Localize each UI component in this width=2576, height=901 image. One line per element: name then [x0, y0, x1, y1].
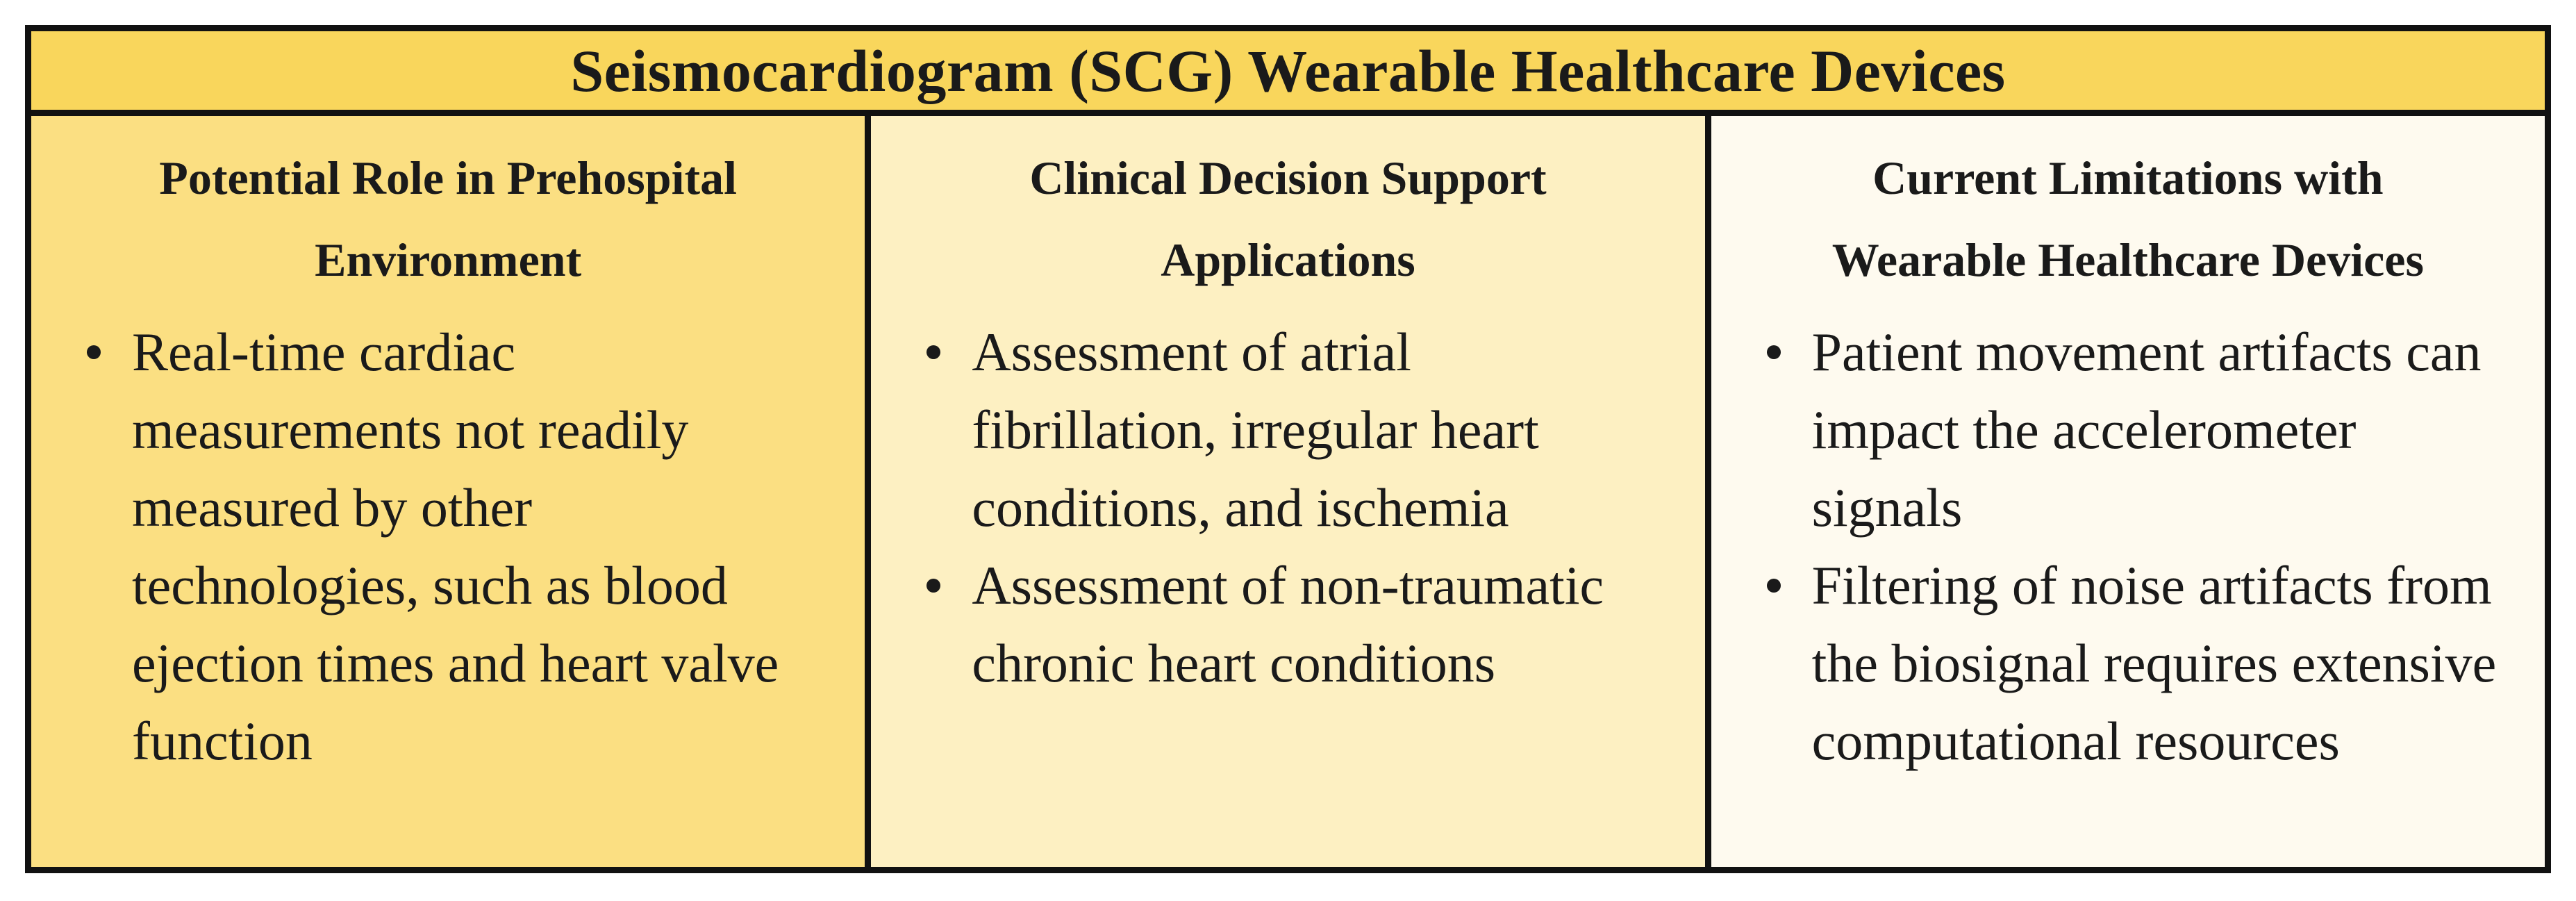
table-title: Seismocardiogram (SCG) Wearable Healthcare Devices: [31, 31, 2545, 116]
columns-row: [31, 116, 2545, 867]
bullet-icon: [1767, 579, 1781, 593]
column-heading-line: Wearable Healthcare Devices: [1831, 233, 2424, 286]
scg-summary-table: [25, 25, 2551, 873]
bullet-text: Patient movement artifacts can impact the accelerometer signals: [1811, 322, 2482, 538]
column-heading-line: Current Limitations with: [1872, 151, 2384, 204]
column-heading-line: Environment: [315, 233, 582, 286]
bullet-item: [59, 313, 823, 780]
bullet-text: Assessment of atrial fibrillation, irregular heart conditions, and ischemia: [972, 322, 1539, 538]
column-prehospital-role: [31, 116, 865, 867]
bullet-item: [1739, 313, 2517, 547]
bullet-list: [1739, 313, 2517, 780]
column-clinical-decision-support: [865, 116, 1704, 867]
bullet-icon: [926, 579, 940, 593]
column-heading-line: Clinical Decision Support: [1029, 151, 1547, 204]
bullet-text: Assessment of non-traumatic chronic heart conditions: [972, 555, 1604, 693]
bullet-list: [59, 313, 823, 780]
column-current-limitations: [1705, 116, 2545, 867]
bullet-icon: [87, 345, 101, 359]
column-heading: [1739, 137, 2517, 301]
column-heading-line: Applications: [1161, 233, 1415, 286]
bullet-icon: [1767, 345, 1781, 359]
bullet-item: [899, 547, 1663, 702]
column-heading: [899, 137, 1677, 301]
bullet-icon: [926, 345, 940, 359]
column-heading: [59, 137, 837, 301]
bullet-item: [1739, 547, 2517, 780]
bullet-text: Filtering of noise artifacts from the biosignal requires extensive computational resources: [1811, 555, 2497, 771]
bullet-list: [899, 313, 1663, 702]
bullet-item: [899, 313, 1663, 547]
bullet-text: Real-time cardiac measurements not readily measured by other technologies, such as blood ejection times and heart valve function: [132, 322, 779, 771]
column-heading-line: Potential Role in Prehospital: [159, 151, 738, 204]
